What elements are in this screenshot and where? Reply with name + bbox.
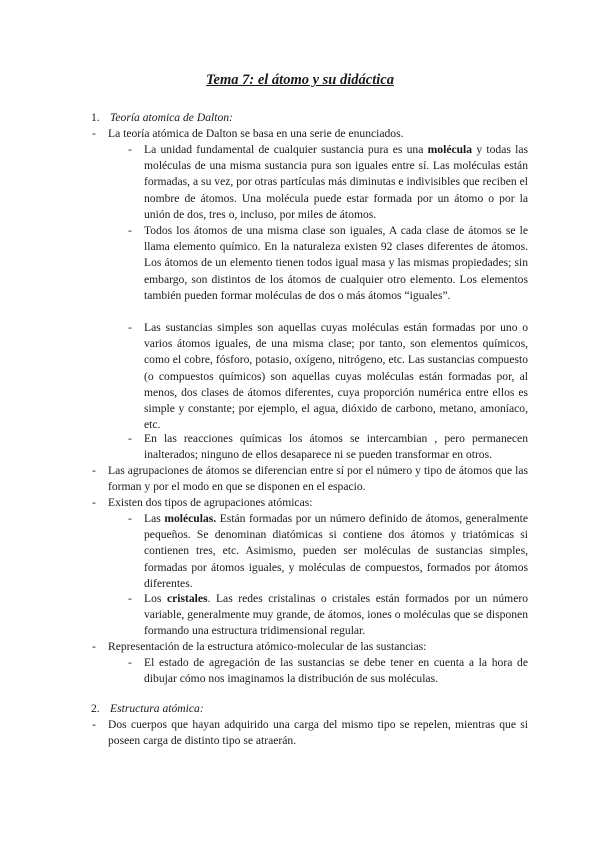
dash-bullet: - xyxy=(92,464,96,477)
list-item: Representación de la estructura atómico-molecular de las sustancias: xyxy=(108,640,427,653)
list-item: Existen dos tipos de agrupaciones atómicas: xyxy=(108,496,313,509)
dash-bullet: - xyxy=(92,640,96,653)
bold-term: moléculas. xyxy=(164,512,217,525)
sub-list-item: Los cristales. Las redes cristalinas o cristales están formados por un número variable, generalmente muy grande, de átomos, iones o moléculas que se disponen formando una estructura tridimensional regular. xyxy=(144,592,528,638)
dash-bullet: - xyxy=(92,496,96,509)
section-number: 1. xyxy=(91,111,100,124)
dash-bullet: - xyxy=(128,321,132,334)
list-item: Las agrupaciones de átomos se diferencian entre sí por el número y tipo de átomos que las forman y por el modo en que se disponen en el espacio. xyxy=(108,464,528,494)
section-heading-2 xyxy=(91,701,204,717)
dash-bullet: - xyxy=(92,718,96,731)
dash-bullet: - xyxy=(128,224,132,237)
section-heading-1 xyxy=(91,110,233,126)
sub-list-item: La unidad fundamental de cualquier sustancia pura es una molécula y todas las moléculas de una misma sustancia pura son iguales entre sí. Las moléculas están formadas, a su vez, por otras partículas más diminutas e indivisibles que reciben el nombre de átomos. Una molécula puede estar formada por un átomo o por la unión de dos, tres o, incluso, por miles de átomos. xyxy=(144,143,529,221)
section-number: 2. xyxy=(91,702,100,715)
bold-term: cristales xyxy=(166,592,208,605)
dash-bullet: - xyxy=(128,512,132,525)
dash-bullet: - xyxy=(128,143,132,156)
page-title: Tema 7: el átomo y su didáctica xyxy=(206,72,394,88)
section-title: Teoría atomica de Dalton: xyxy=(110,111,233,124)
sub-list-item: Las sustancias simples son aquellas cuyas moléculas están formadas por uno o varios átomos iguales, de una misma clase; por tanto, son elementos químicos, como el cobre, fósforo, potasio, oxígeno, nitrógeno, etc. Las sustancias compuesto (o compuestos químicos) son aquellas cuyas moléculas están formadas por, al menos, dos clases de átomos diferentes, cuya proporción numérica entre ellos es simple y constante; por ejemplo, el agua, dióxido de carbono, metano, amoníaco, etc. xyxy=(144,321,528,432)
dash-bullet: - xyxy=(128,432,132,445)
sub-list-item: En las reacciones químicas los átomos se intercambian , pero permanecen inalterados; ninguno de ellos desaparece ni se pueden transformar en otros. xyxy=(144,432,528,462)
list-item: Dos cuerpos que hayan adquirido una carga del mismo tipo se repelen, mientras que si poseen carga de distinto tipo se atraerán. xyxy=(108,718,528,748)
sub-list-item: Las moléculas. Están formadas por un número definido de átomos, generalmente pequeños. Se denominan diatómicas si contiene dos átomos y triatómicas si contienen tres, etc. Asimismo, pueden ser moléculas de sustancias simples, formadas por átomos iguales, y moléculas de compuestos, formados por átomos diferentes. xyxy=(144,512,528,590)
list-item: La teoría atómica de Dalton se basa en una serie de enunciados. xyxy=(108,127,404,140)
sub-list-item: Todos los átomos de una misma clase son iguales, A cada clase de átomos se le llama elemento químico. En la naturaleza existen 92 clases diferentes de átomos. Los átomos de un elemento tienen todos igual masa y las mismas propiedades; sin embargo, son distintos de los átomos de cualquier otro elemento. Los elementos también pueden formar moléculas de dos o más átomos “iguales”. xyxy=(144,224,528,302)
section-title: Estructura atómica: xyxy=(110,702,204,715)
dash-bullet: - xyxy=(92,127,96,140)
dash-bullet: - xyxy=(128,656,132,669)
dash-bullet: - xyxy=(128,592,132,605)
bold-term: molécula xyxy=(427,143,473,156)
sub-list-item: El estado de agregación de las sustancias se debe tener en cuenta a la hora de dibujar cómo nos imaginamos la distribución de sus moléculas. xyxy=(144,656,528,686)
